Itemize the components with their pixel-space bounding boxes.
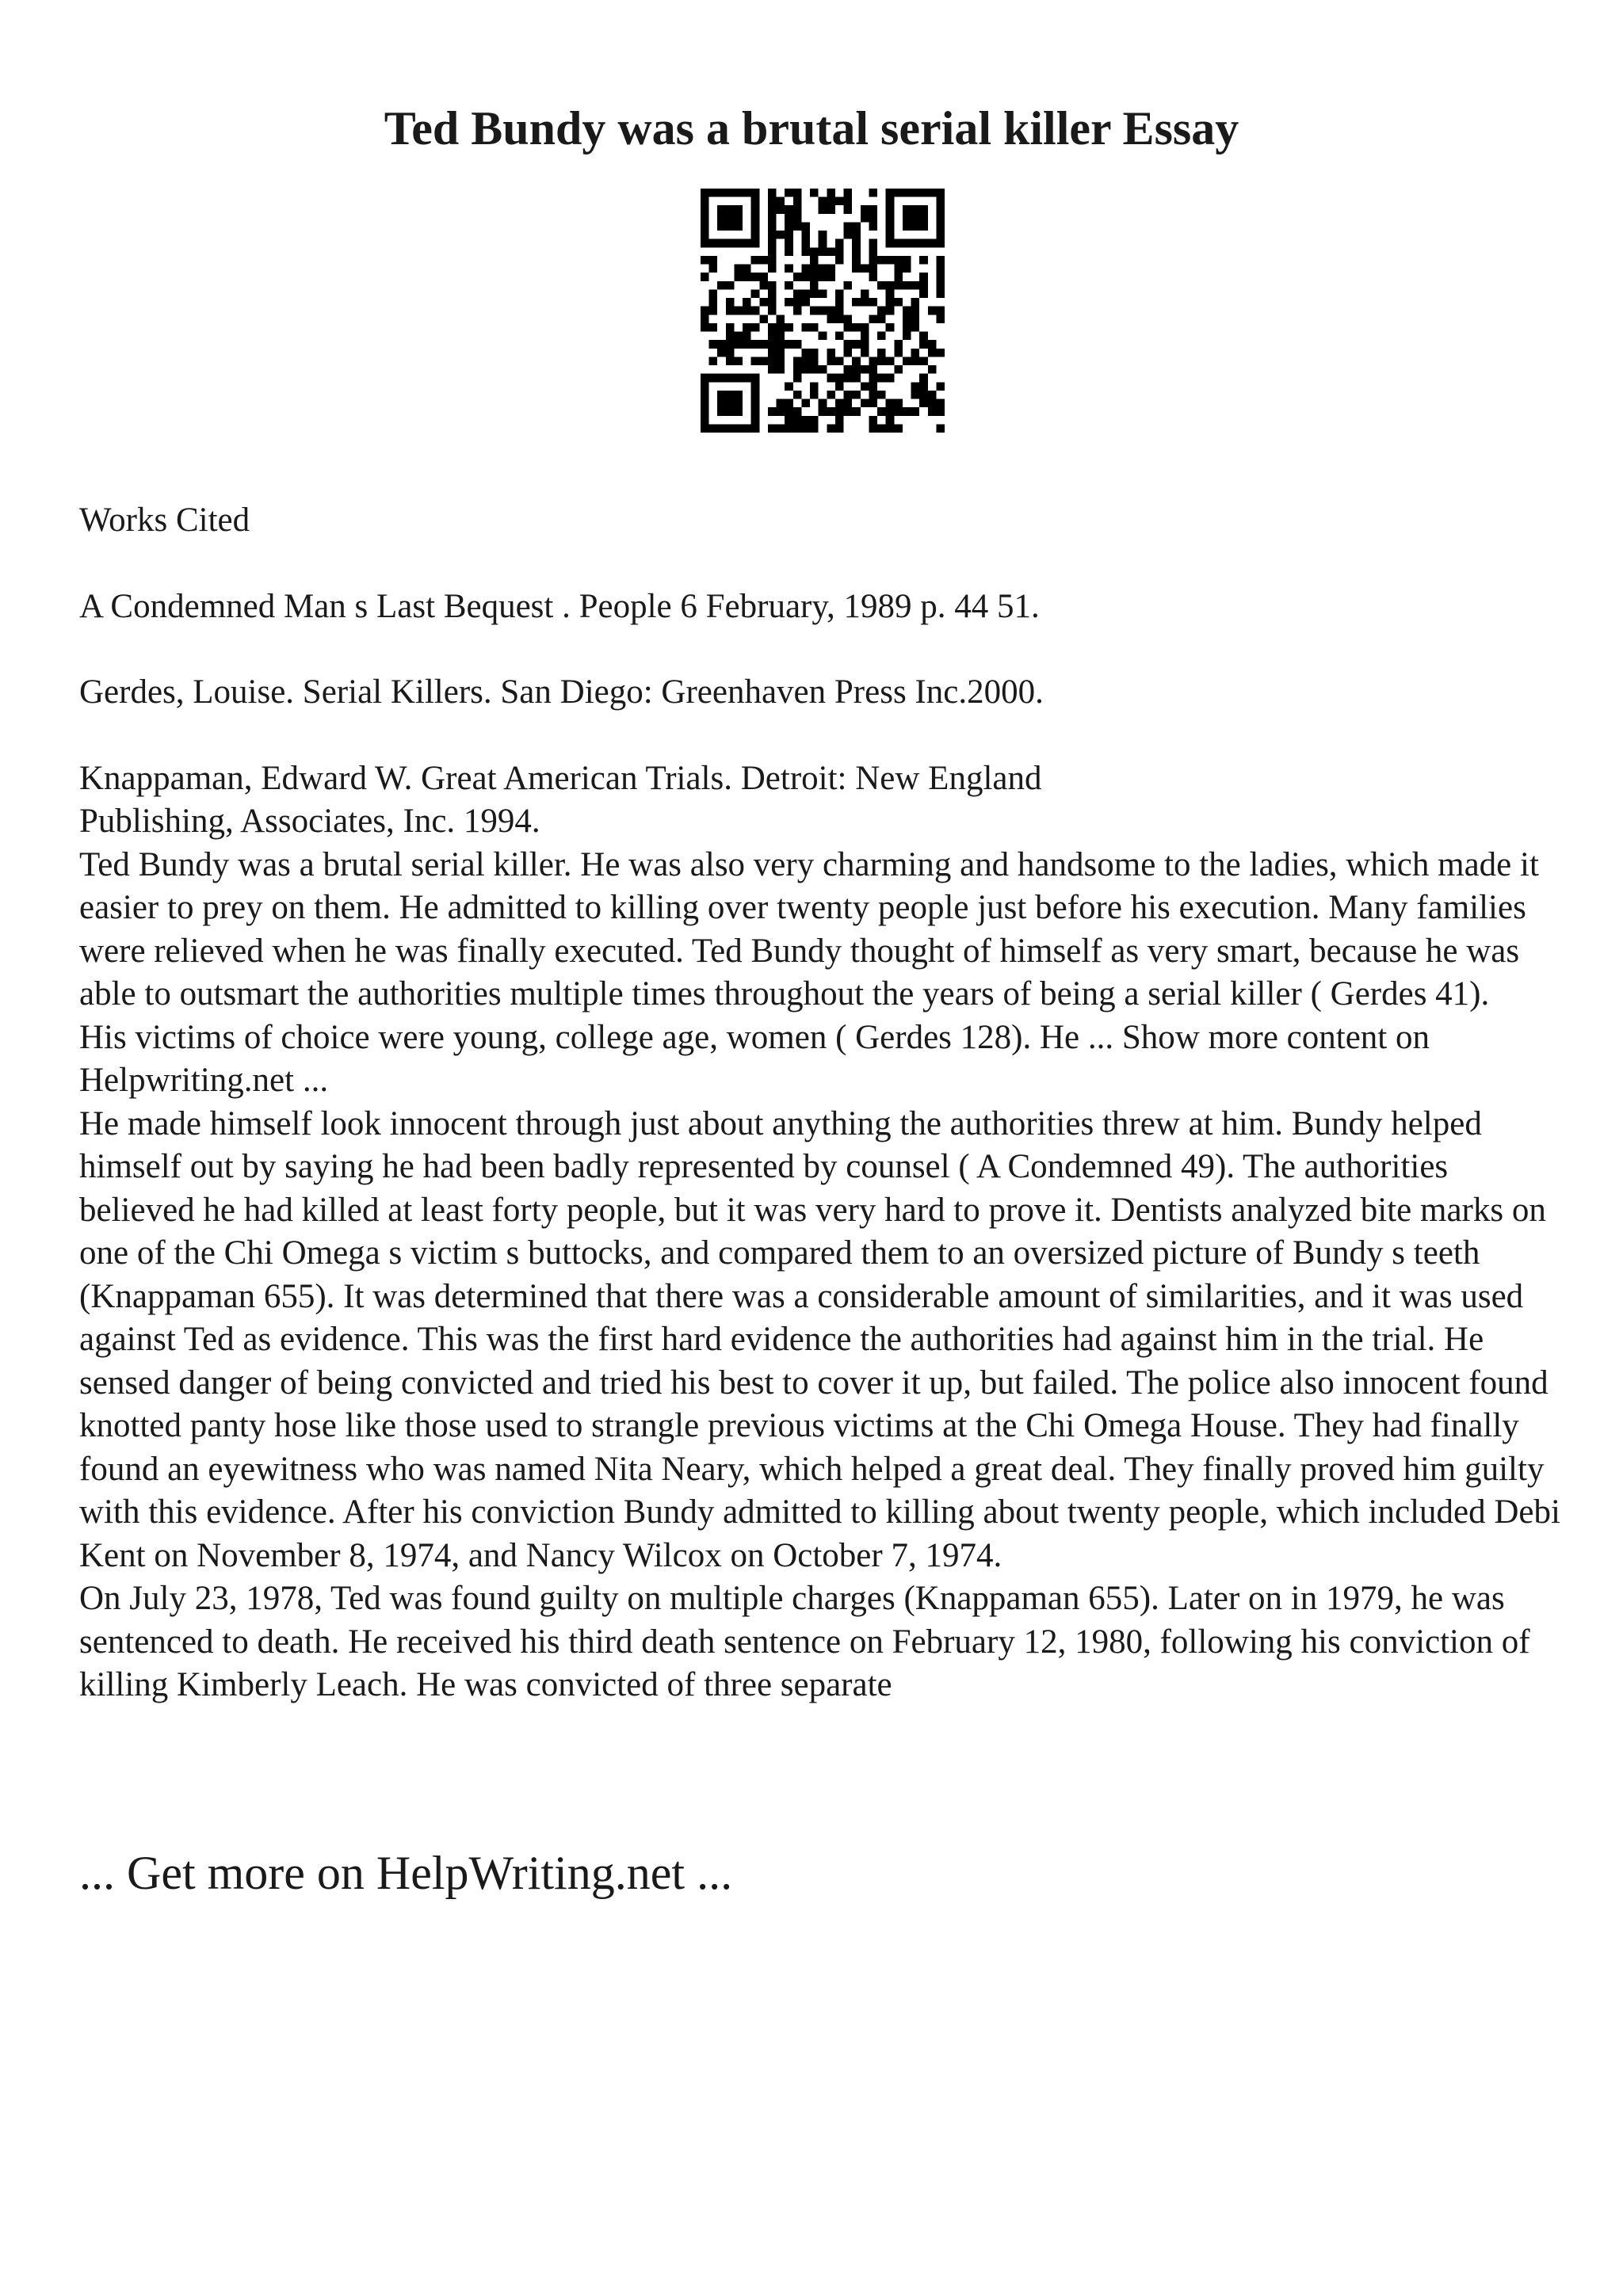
get-more-link[interactable]: ... Get more on HelpWriting.net ... <box>79 1847 733 1899</box>
essay-paragraph: His victims of choice were young, college age, women ( Gerdes 128). He ... Show more content on Helpwriting.net ... <box>79 1018 1430 1099</box>
citation-entry: A Condemned Man s Last Bequest . People 6 February, 1989 p. 44 51. <box>79 587 1040 625</box>
qr-code-icon <box>701 189 945 433</box>
essay-content <box>79 499 1569 1707</box>
citation-entry: Gerdes, Louise. Serial Killers. San Diego: Greenhaven Press Inc.2000. <box>79 673 1044 711</box>
essay-paragraph: Ted Bundy was a brutal serial killer. He was also very charming and handsome to the ladies, which made it easier to prey on them. He admitted to killing over twenty people just before his execution. Many families were relieved when he was finally executed. Ted Bundy thought of himself as very smart, because he was able to outsmart the authorities multiple times throughout the years of being a serial killer ( Gerdes 41). <box>79 845 1539 1013</box>
citation-entry <box>79 757 1569 844</box>
citation-line: Knappaman, Edward W. Great American Trials. Detroit: New England <box>79 759 1042 797</box>
page-title: Ted Bundy was a brutal serial killer Essay <box>384 102 1239 154</box>
works-cited-heading: Works Cited <box>79 502 250 539</box>
essay-paragraph: He made himself look innocent through just about anything the authorities threw at him. Bundy helped himself out by saying he had been badly represented by counsel ( A Condemned 49). The authorities believed he had killed at least forty people, but it was very hard to prove it. Dentists analyzed bite marks on one of the Chi Omega s victim s buttocks, and compared them to an oversized picture of Bundy s teeth (Knappaman 655). It was determined that there was a considerable amount of similarities, and it was used against Ted as evidence. This was the first hard evidence the authorities had against him in the trial. He sensed danger of being convicted and tried his best to cover it up, but failed. The police also innocent found knotted panty hose like those used to strangle previous victims at the Chi Omega House. They had finally found an eyewitness who was named Nita Neary, which helped a great deal. They finally proved him guilty with this evidence. After his conviction Bundy admitted to killing about twenty people, which included Debi Kent on November 8, 1974, and Nancy Wilcox on October 7, 1974. <box>79 1104 1560 1574</box>
citation-line: Publishing, Associates, Inc. 1994. <box>79 803 540 840</box>
essay-paragraph: On July 23, 1978, Ted was found guilty on multiple charges (Knappaman 655). Later on in 1979, he was sentenced to death. He received his third death sentence on February 12, 1980, following his conviction of killing Kimberly Leach. He was convicted of three separate <box>79 1580 1530 1703</box>
